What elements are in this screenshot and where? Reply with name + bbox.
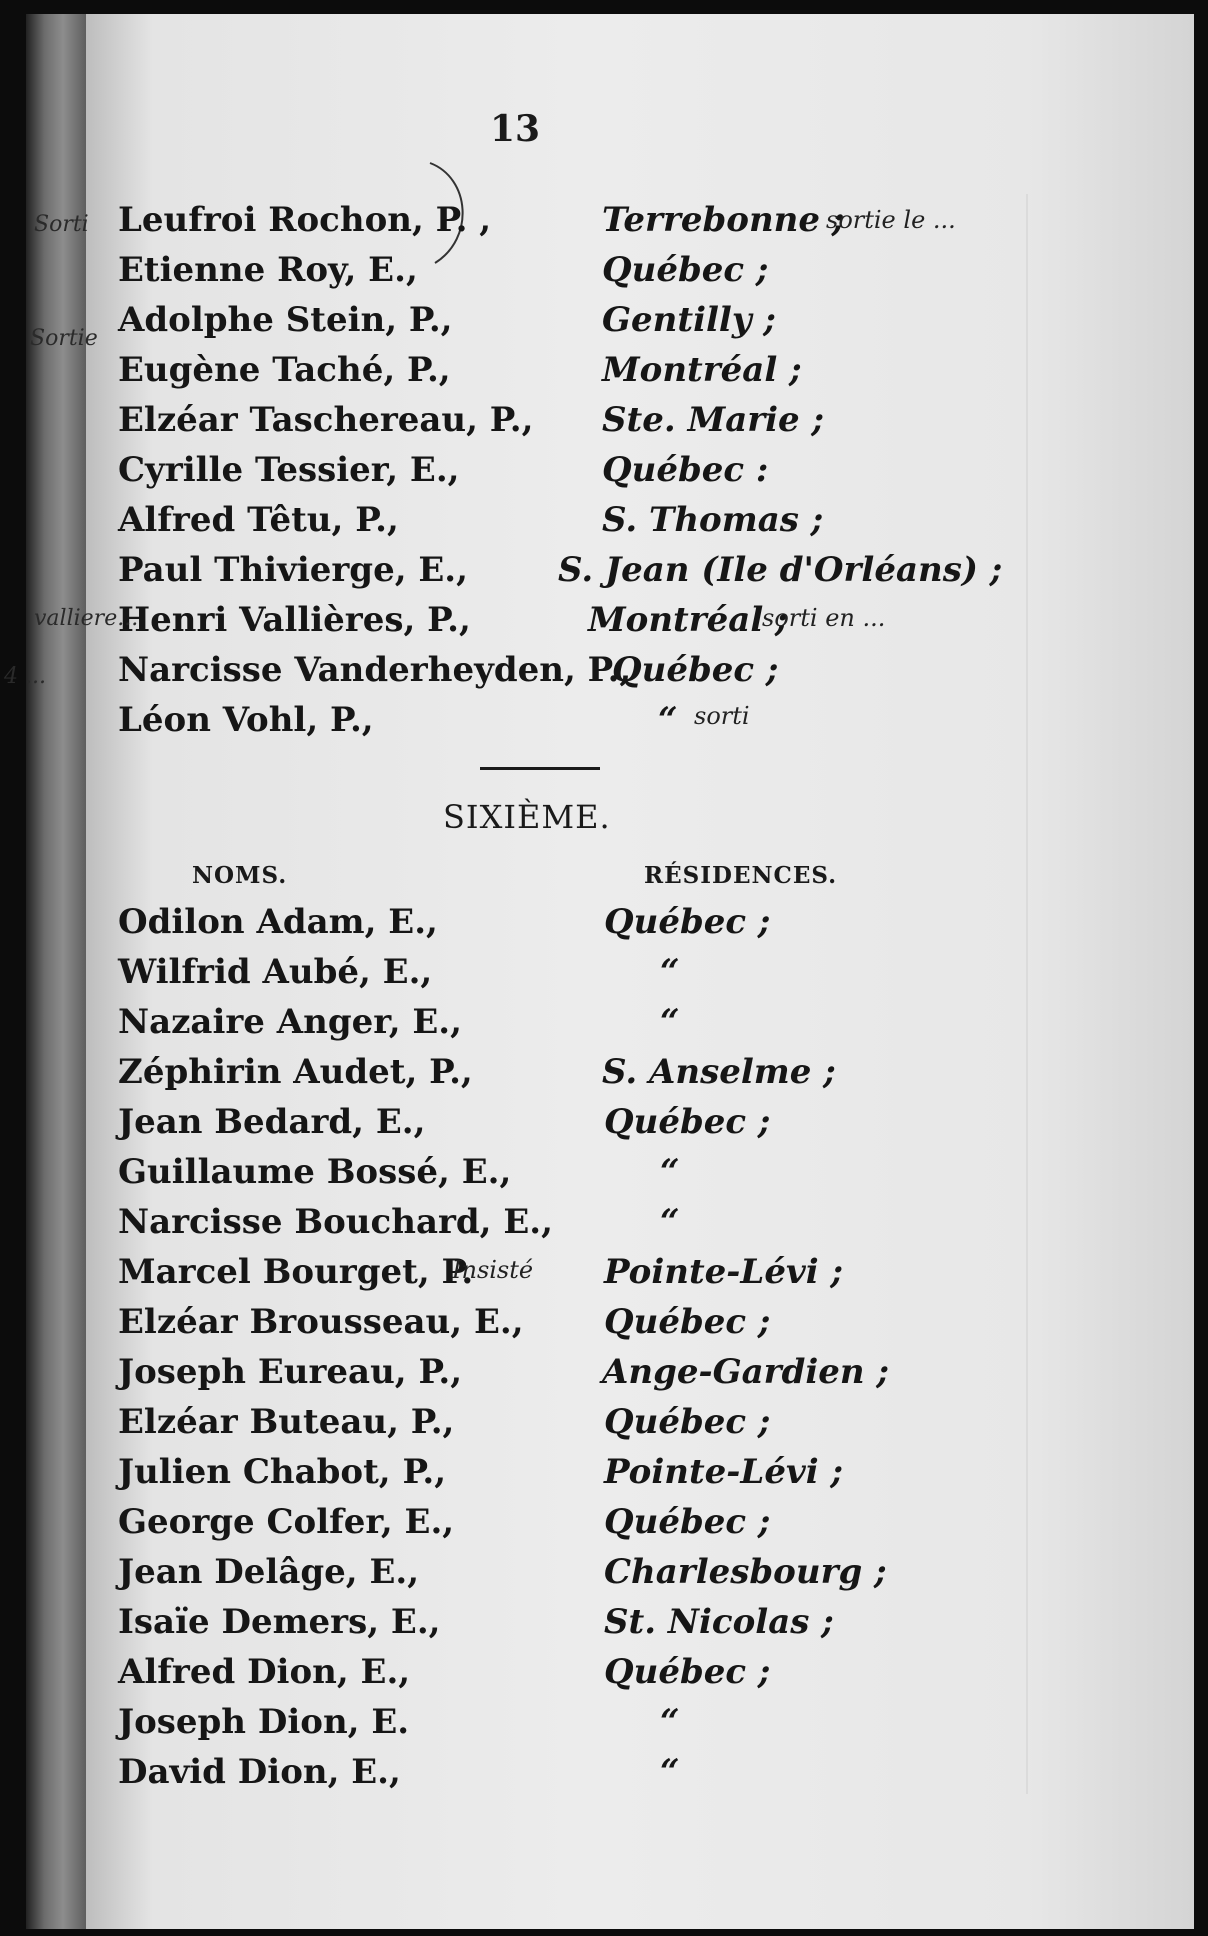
entry-name: Henri Vallières, P., [118,600,471,640]
entry-name: Cyrille Tessier, E., [118,450,460,490]
entry-name: Narcisse Vanderheyden, P., [118,650,632,690]
entry-name: Narcisse Bouchard, E., [118,1202,553,1242]
entry-residence: Charlesbourg ; [604,1552,887,1592]
list-item [0,1202,1100,1250]
list-item [0,902,1100,950]
entry-name: Joseph Dion, E. [118,1702,410,1742]
entry-name: Zéphirin Audet, P., [118,1052,473,1092]
list-item [0,550,1100,598]
entry-residence: Pointe-Lévi ; [604,1452,844,1492]
list-item [0,1352,1100,1400]
entry-residence: Québec ; [604,1302,771,1342]
entry-residence: Québec ; [604,1102,771,1142]
handwritten-note: sorti [694,702,750,730]
entry-name: Elzéar Brousseau, E., [118,1302,524,1342]
section-title: SIXIÈME. [443,798,611,836]
list-item [0,350,1100,398]
entry-residence: Québec ; [602,250,769,290]
handwritten-note: sorti en ... [762,604,886,632]
list-item [0,650,1100,698]
entry-residence: Ste. Marie ; [602,400,825,440]
list-item [0,1152,1100,1200]
list-item [0,1102,1100,1150]
entry-name: Wilfrid Aubé, E., [118,952,433,992]
section-divider [480,767,600,770]
entry-name: Nazaire Anger, E., [118,1002,462,1042]
list-item [0,1002,1100,1050]
entry-name: Leufroi Rochon, P. , [118,200,492,240]
list-item [0,1502,1100,1550]
list-item [0,250,1100,298]
entry-name: Odilon Adam, E., [118,902,438,942]
list-item [0,300,1100,348]
entry-residence: Québec ; [604,1652,771,1692]
entry-residence: “ [660,1702,680,1742]
entry-residence: Montréal ; [602,350,802,390]
entry-name: Adolphe Stein, P., [118,300,453,340]
entry-residence: Québec ; [612,650,779,690]
list-item [0,1702,1100,1750]
entry-residence: S. Jean (Ile d'Orléans) ; [558,550,1003,590]
entry-residence: Québec ; [604,1502,771,1542]
entry-residence: Ange-Gardien ; [602,1352,890,1392]
entry-residence: S. Thomas ; [602,500,824,540]
entry-residence: “ [660,1752,680,1792]
entry-residence: Québec ; [604,1402,771,1442]
list-item [0,600,1100,648]
entry-residence: Québec ; [604,902,771,942]
list-item [0,1552,1100,1600]
entry-name: George Colfer, E., [118,1502,455,1542]
entry-residence: “ [660,1152,680,1192]
entry-residence: “ [658,700,678,740]
list-item [0,1452,1100,1500]
entry-residence: “ [660,1202,680,1242]
margin-note: 4 ... [4,664,46,689]
entry-name: Léon Vohl, P., [118,700,374,740]
list-item [0,1302,1100,1350]
entry-residence: “ [660,1002,680,1042]
entry-residence: Terrebonne ; [602,200,845,240]
list-item [0,200,1100,248]
list-item [0,952,1100,1000]
list-item [0,1252,1100,1300]
list-item [0,1052,1100,1100]
entry-name: Isaïe Demers, E., [118,1602,441,1642]
entry-name: Jean Bedard, E., [118,1102,426,1142]
list-item [0,1602,1100,1650]
margin-note: valliere... [34,606,139,631]
entry-residence: Québec : [602,450,769,490]
entry-residence: St. Nicolas ; [604,1602,834,1642]
entry-name: Jean Delâge, E., [118,1552,420,1592]
entry-name: Joseph Eureau, P., [118,1352,463,1392]
column-header-names: NOMS. [192,862,288,889]
list-item [0,500,1100,548]
entry-name: Elzéar Buteau, P., [118,1402,455,1442]
margin-note: Sorti [34,212,89,237]
entry-residence: S. Anselme ; [602,1052,836,1092]
entry-name: Guillaume Bossé, E., [118,1152,512,1192]
entry-name: Alfred Dion, E., [118,1652,411,1692]
list-item [0,1752,1100,1800]
entry-name: Elzéar Taschereau, P., [118,400,534,440]
entry-name: Alfred Têtu, P., [118,500,399,540]
entry-name: Paul Thivierge, E., [118,550,468,590]
handwritten-note: Insisté [452,1256,534,1284]
margin-note: Sortie [30,326,98,351]
entry-residence: Gentilly ; [602,300,776,340]
list-item [0,1652,1100,1700]
handwritten-note: sortie le ... [826,206,956,234]
entry-residence: Pointe-Lévi ; [604,1252,844,1292]
column-header-residences: RÉSIDENCES. [644,862,838,889]
entry-name: Marcel Bourget, P. [118,1252,474,1292]
entry-name: Eugène Taché, P., [118,350,451,390]
list-item [0,400,1100,448]
list-item [0,700,1100,748]
entry-name: Etienne Roy, E., [118,250,418,290]
entry-name: David Dion, E., [118,1752,401,1792]
list-item [0,450,1100,498]
entry-name: Julien Chabot, P., [118,1452,447,1492]
entry-residence: Montréal ; [588,600,788,640]
list-item [0,1402,1100,1450]
entry-residence: “ [660,952,680,992]
page-number: 13 [490,108,541,150]
